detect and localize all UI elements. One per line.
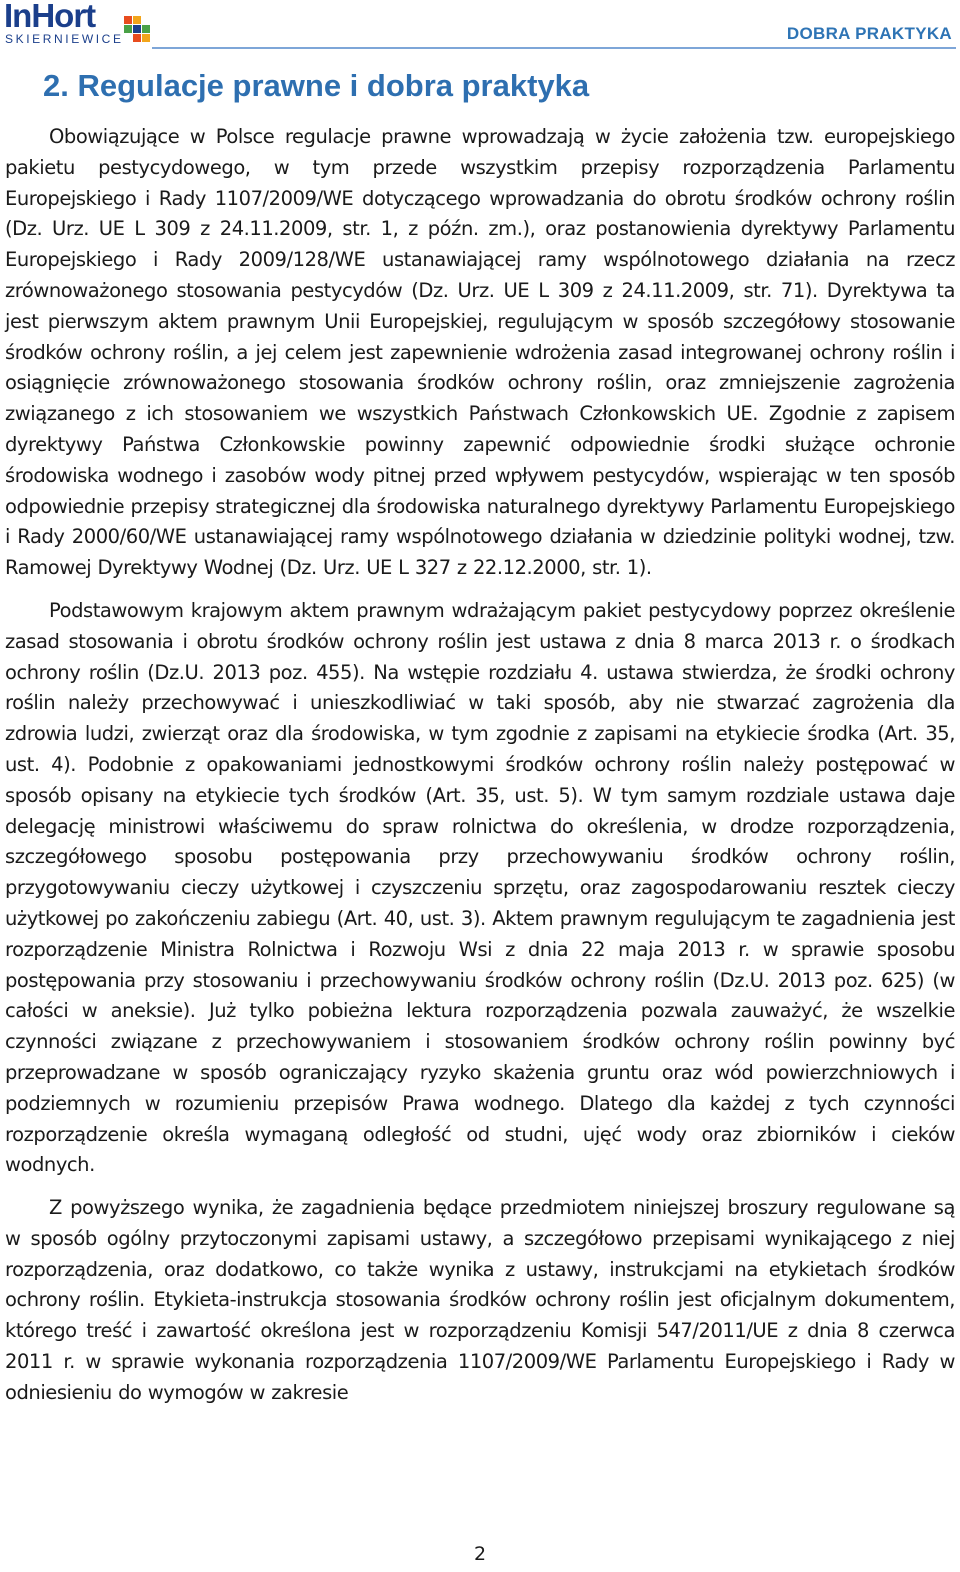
page-title: 2. Regulacje prawne i dobra praktyka (43, 68, 590, 103)
body-text (5, 122, 955, 1421)
inhort-logo (4, 2, 154, 46)
logo-subtext: SKIERNIEWICE (5, 32, 124, 46)
paragraph-3: Z powyższego wynika, że zagadnienia będące przedmiotem niniejszej broszury regulowane są w sposób ogólny przytoczonymi zapisami ustawy, a szczegółowo przepisami wynikającego z niej rozporządzenia, oraz dodatkowo, co także wynika z ustawy, instrukcjami na etykietach środków ochrony roślin. Etykieta-instrukcja stosowania środków ochrony roślin jest oficjalnym dokumentem, którego treść i zawartość określona jest w rozporządzeniu Komisji 547/2011/UE z dnia 8 czerwca 2011 r. w sprawie wykonania rozporządzenia 1107/2009/WE Parlamentu Europejskiego i Rady w odniesieniu do wymogów w zakresie (5, 1196, 955, 1404)
logo-wordmark: InHort (4, 0, 96, 34)
logo-squares-icon (124, 16, 152, 44)
header-divider (152, 47, 956, 49)
page-header (0, 0, 960, 50)
paragraph-2: Podstawowym krajowym aktem prawnym wdrażającym pakiet pestycydowy poprzez określenie zasad stosowania i obrotu środków ochrony roślin jest ustawa z dnia 8 marca 2013 r. o środkach ochrony roślin (Dz.U. 2013 poz. 455). Na wstępie rozdziału 4. ustawa stwierdza, że środki ochrony roślin należy przechowywać i unieszkodliwiać w taki sposób, aby nie stwarzać zagrożenia dla zdrowia ludzi, zwierząt oraz dla środowiska, w tym zgodnie z zapisami na etykiecie środka (Art. 35, ust. 4). Podobnie z opakowaniami jednostkowymi środków ochrony roślin należy postępować w sposób opisany na etykiecie tych środków (Art. 35, ust. 5). W tym samym rozdziale ustawa daje delegację ministrowi właściwemu do spraw rolnictwa do określenia, w drodze rozporządzenia, szczegółowego sposobu postępowania przy przechowywaniu środków ochrony roślin, przygotowywaniu cieczy użytkowej i czyszczeniu sprzętu, oraz zagospodarowaniu resztek cieczy użytkowej po zakończeniu zabiegu (Art. 40, ust. 3). Aktem prawnym regulującym te zagadnienia jest rozporządzenie Ministra Rolnictwa i Rozwoju Wsi z dnia 22 maja 2013 r. w sprawie sposobu postępowania przy stosowaniu i przechowywaniu środków ochrony roślin (Dz.U. 2013 poz. 625) (w całości w aneksie). Już tylko pobieżna lektura rozporządzenia pozwala zauważyć, że wszelkie czynności związane z przechowywaniem i stosowaniem środków ochrony roślin powinny być przeprowadzane w sposób ograniczający ryzyko skażenia gruntu oraz wód powierzchniowych i podziemnych w rozumieniu przepisów Prawa wodnego. Dlatego dla każdej z tych czynności rozporządzenie określa wymaganą odległość od studni, ujęć wody oraz zbiorników i cieków wodnych. (5, 598, 955, 1177)
paragraph-1: Obowiązujące w Polsce regulacje prawne wprowadzają w życie założenia tzw. europejskiego pakietu pestycydowego, w tym przede wszystkim przepisy rozporządzenia Parlamentu Europejskiego i Rady 1107/2009/WE dotyczącego wprowadzania do obrotu środków ochrony roślin (Dz. Urz. UE L 309 z 24.11.2009, str. 1, z późn. zm.), oraz postanowienia dyrektywy Parlamentu Europejskiego i Rady 2009/128/WE ustanawiającej ramy wspólnotowego działania na rzecz zrównoważonego stosowania pestycydów (Dz. Urz. UE L 309 z 24.11.2009, str. 71). Dyrektywa ta jest pierwszym aktem prawnym Unii Europejskiej, regulującym w sposób szczegółowy stosowanie środków ochrony roślin, a jej celem jest zapewnienie wdrożenia zasad integrowanej ochrony roślin i osiągnięcie zrównoważonego stosowania środków ochrony roślin, oraz zmniejszenie zagrożenia związanego z ich stosowaniem we wszystkich Państwach Członkowskich UE. Zgodnie z zapisem dyrektywy Państwa Członkowskie powinny zapewnić odpowiednie środki służące ochronie środowiska wodnego i zasobów wody pitnej przed wpływem pestycydów, wspierając w ten sposób odpowiednie przepisy strategicznej dla środowiska naturalnego dyrektywy Parlamentu Europejskiego i Rady 2000/60/WE ustanawiającej ramy wspólnotowego działania w dziedzinie polityki wodnej, tzw. Ramowej Dyrektywy Wodnej (Dz. Urz. UE L 327 z 22.12.2000, str. 1). (5, 125, 955, 580)
section-label: DOBRA PRAKTYKA (786, 24, 952, 43)
page-number: 2 (473, 1543, 487, 1565)
